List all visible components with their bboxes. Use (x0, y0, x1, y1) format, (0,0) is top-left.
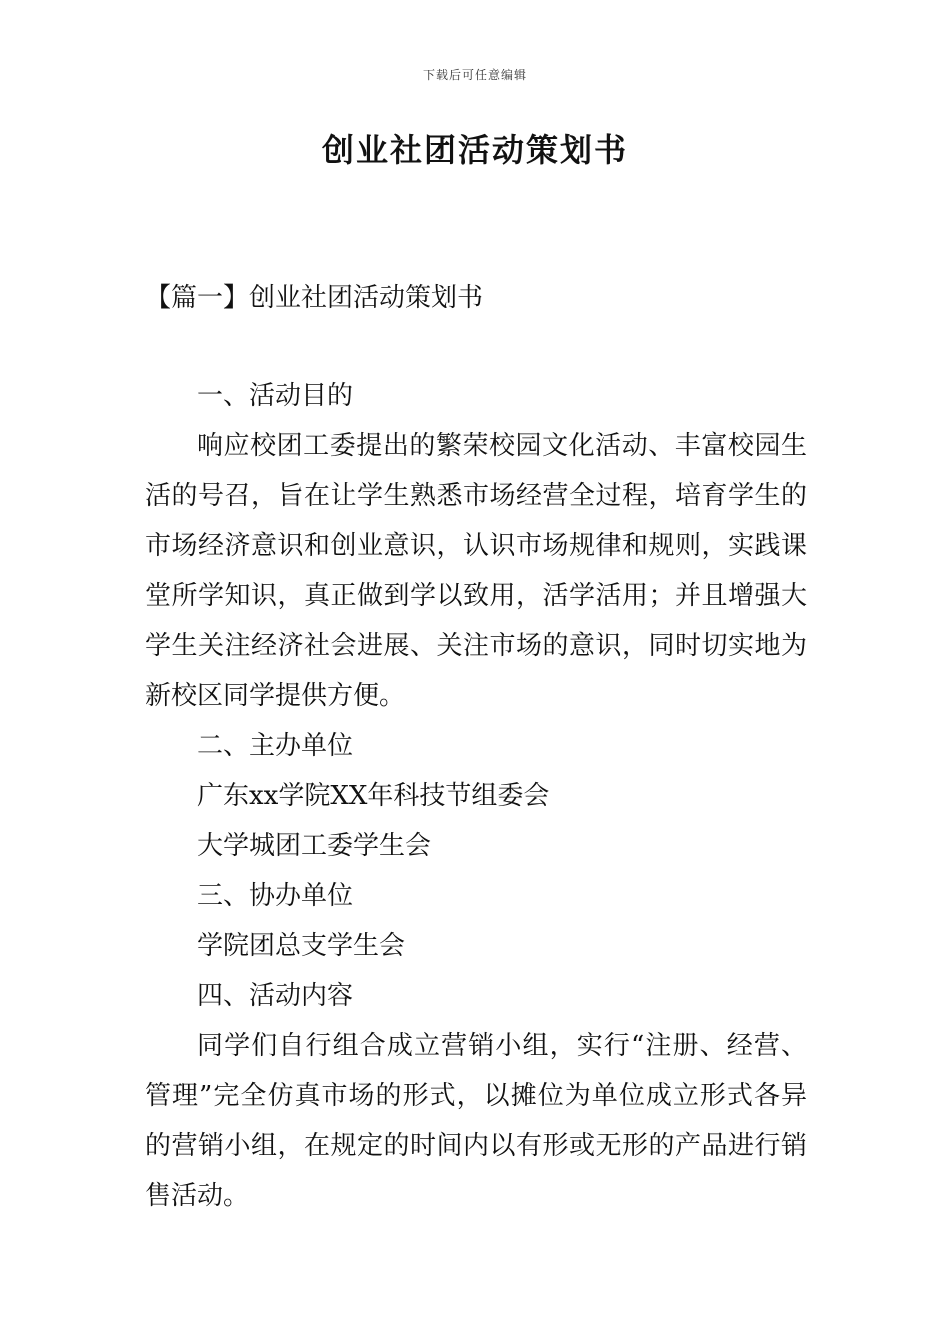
organizer-line-2: 大学城团工委学生会 (197, 831, 432, 861)
header-note: 下载后可任意编辑 (422, 68, 527, 82)
co-organizer-line-1: 学院团总支学生会 (197, 931, 406, 961)
heading-content: 四、活动内容 (197, 981, 354, 1011)
document-title: 创业社团活动策划书 (321, 131, 628, 169)
paragraph-purpose: 响应校团工委提出的繁荣校园文化活动、丰富校园生活的号召，旨在让学生熟悉市场经营全过程，培育学生的市场经济意识和创业意识，认识市场规律和规则，实践课堂所学知识，真正做到学以致用，活学活用；并且增强大学生关注经济社会进展、关注市场的意识，同时切实地为新校区同学提供方便。 (145, 431, 807, 711)
heading-purpose: 一、活动目的 (197, 381, 354, 411)
document-body (145, 273, 807, 1221)
heading-organizer: 二、主办单位 (197, 731, 354, 761)
heading-co-organizer: 三、协办单位 (197, 881, 354, 911)
organizer-line-1: 广东xx学院XX年科技节组委会 (197, 781, 550, 811)
paragraph-content: 同学们自行组合成立营销小组，实行“注册、经营、管理”完全仿真市场的形式，以摊位为单位成立形式各异的营销小组，在规定的时间内以有形或无形的产品进行销售活动。 (145, 1031, 807, 1211)
section-title: 【篇一】创业社团活动策划书 (145, 283, 484, 313)
